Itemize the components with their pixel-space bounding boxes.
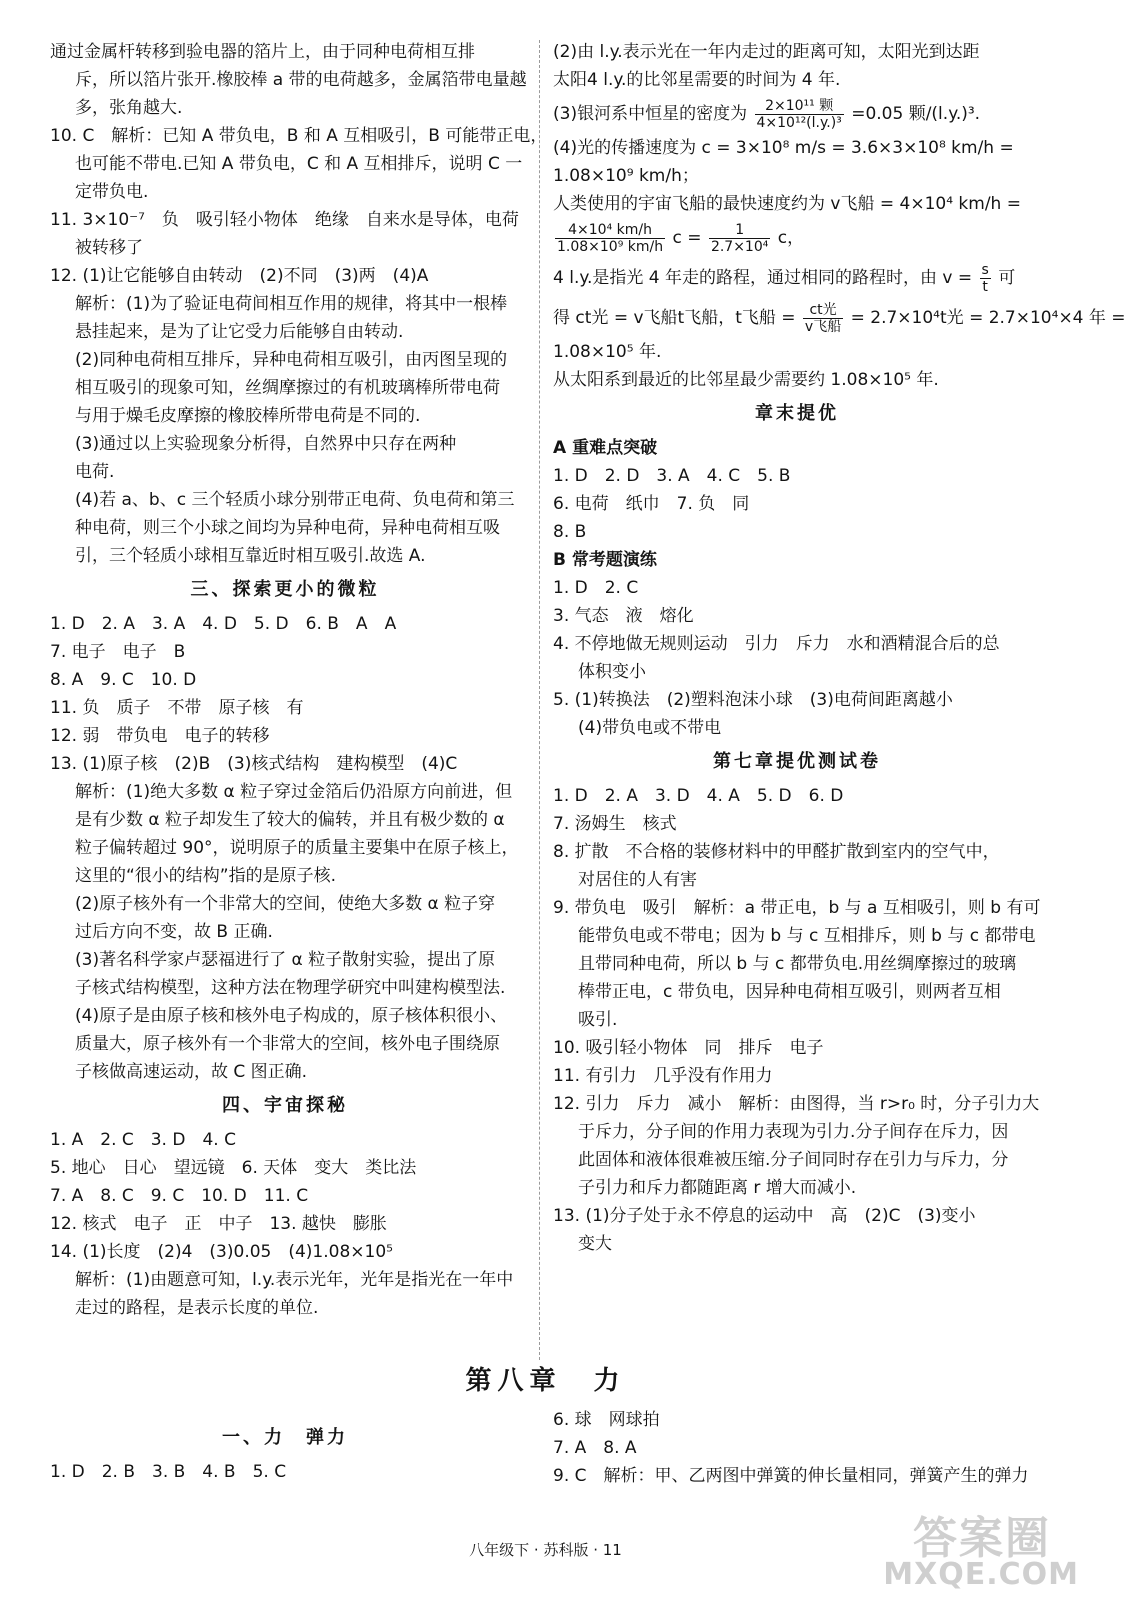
fraction-numerator: 1 [709, 222, 770, 239]
formula-text: 得 ct光 = v飞船t飞船，t飞船 = [553, 308, 796, 328]
answer-line: 也可能不带电.已知 A 带负电，C 和 A 互相排斥，说明 C 一 [75, 154, 523, 174]
answer-line: 12. (1)让它能够自由转动 (2)不同 (3)两 (4)A [50, 266, 429, 286]
watermark-text: 答案圈 [913, 1513, 1051, 1564]
explanation-line: 悬挂起来，是为了让它受力后能够自由转动. [75, 322, 404, 342]
fraction-denominator: 4×10¹²(l.y.)³ [756, 114, 842, 131]
explanation-line: 棒带正电，c 带负电，因异种电荷相互吸引，则两者互相 [578, 982, 1001, 1002]
section-title: 章末提优 [755, 403, 839, 424]
fraction-denominator: 1.08×10⁹ km/h [557, 238, 664, 255]
answer-line: 6. 电荷 纸巾 7. 负 同 [553, 494, 750, 514]
fraction [803, 302, 843, 335]
fraction [555, 222, 665, 255]
fraction-numerator: s [981, 261, 989, 278]
answer-line: 13. (1)原子核 (2)B (3)核式结构 建构模型 (4)C [50, 754, 458, 774]
fraction [980, 262, 991, 295]
answer-line: 12. 核式 电子 正 中子 13. 越快 膨胀 [50, 1214, 387, 1234]
answer-line: 7. A 8. C 9. C 10. D 11. C [50, 1186, 309, 1206]
chapter-title: 第八章 力 [465, 1366, 626, 1396]
explanation-line: 是有少数 α 粒子却发生了较大的偏转，并且有极少数的 α [75, 810, 505, 830]
answer-line: 定带负电. [75, 182, 149, 202]
text-line: 斥，所以箔片张开.橡胶棒 a 带的电荷越多，金属箔带电量越 [75, 70, 527, 90]
answer-line: 11. 负 质子 不带 原子核 有 [50, 698, 304, 718]
fraction [709, 222, 770, 255]
fraction-numerator: ct光 [803, 302, 843, 319]
formula-line [553, 298, 1126, 338]
explanation-line: (2)原子核外有一个非常大的空间，使绝大多数 α 粒子穿 [75, 894, 496, 914]
answer-line: 4. 不停地做无规则运动 引力 斥力 水和酒精混合后的总 [553, 634, 1000, 654]
answer-line: 1. D 2. C [553, 578, 639, 598]
subsection-title: A 重难点突破 [553, 438, 658, 458]
answer-line: 6. 球 网球拍 [553, 1410, 660, 1430]
bottom-left-block [50, 1418, 520, 1486]
answer-line: 被转移了 [75, 238, 143, 258]
answer-line: 13. (1)分子处于永不停息的运动中 高 (2)C (3)变小 [553, 1206, 976, 1226]
text-line: 1.08×10⁵ 年. [553, 342, 662, 362]
answer-line: 11. 3×10⁻⁷ 负 吸引轻小物体 绝缘 自来水是导体，电荷 [50, 210, 519, 230]
text-line: (2)由 l.y.表示光在一年内走过的距离可知，太阳光到达距 [553, 42, 980, 62]
explanation-line: (3)著名科学家卢瑟福进行了 α 粒子散射实验，提出了原 [75, 950, 496, 970]
formula-text: c， [777, 228, 805, 248]
explanation-line: 能带负电或不带电；因为 b 与 c 互相排斥，则 b 与 c 都带电 [578, 926, 1036, 946]
answer-line: 10. C 解析：已知 A 带负电，B 和 A 互相吸引，B 可能带正电， [50, 126, 548, 146]
explanation-line: (2)同种电荷相互排斥，异种电荷相互吸引，由丙图呈现的 [75, 350, 508, 370]
answer-line: 1. D 2. D 3. A 4. C 5. B [553, 466, 791, 486]
explanation-line: 吸引. [578, 1010, 618, 1030]
answer-line: 7. 电子 电子 B [50, 642, 186, 662]
text-line: 人类使用的宇宙飞船的最快速度约为 v飞船 = 4×10⁴ km/h = [553, 194, 1021, 214]
bottom-right-block [553, 1406, 1041, 1490]
section-title: 四、宇宙探秘 [222, 1095, 348, 1116]
answer-line: 10. 吸引轻小物体 同 排斥 电子 [553, 1038, 824, 1058]
explanation-line: 子引力和斥力都随距离 r 增大而减小. [578, 1178, 857, 1198]
answer-line: 体积变小 [578, 662, 646, 682]
answer-line: 12. 引力 斥力 减小 解析：由图得，当 r>r₀ 时，分子引力大 [553, 1094, 1040, 1114]
explanation-line: 粒子偏转超过 90°，说明原子的质量主要集中在原子核上， [75, 838, 519, 858]
explanation-line: 子核做高速运动，故 C 图正确. [75, 1062, 308, 1082]
fraction-numerator: 2×10¹¹ 颗 [755, 98, 844, 115]
fraction-numerator: 4×10⁴ km/h [555, 222, 665, 239]
text-line: 多，张角越大. [75, 98, 183, 118]
explanation-line: 解析：(1)为了验证电荷间相互作用的规律，将其中一根棒 [75, 294, 508, 314]
answer-line: 8. B [553, 522, 587, 542]
answer-line: 12. 弱 带负电 电子的转移 [50, 726, 270, 746]
explanation-line: 种电荷，则三个小球之间均为异种电荷，异种电荷相互吸 [75, 518, 500, 538]
formula-line [553, 218, 1041, 258]
explanation-line: 相互吸引的现象可知，丝绸摩擦过的有机玻璃棒所带电荷 [75, 378, 500, 398]
text-line: (4)光的传播速度为 c = 3×10⁸ m/s = 3.6×3×10⁸ km/h = [553, 138, 1014, 158]
left-column [50, 38, 548, 1322]
answer-line: 8. 扩散 不合格的装修材料中的甲醛扩散到室内的空气中， [553, 842, 1000, 862]
formula-text: 可 [998, 268, 1016, 288]
explanation-line: 解析：(1)绝大多数 α 粒子穿过金箔后仍沿原方向前进，但 [75, 782, 513, 802]
text-line: 从太阳系到最近的比邻星最少需要约 1.08×10⁵ 年. [553, 370, 939, 390]
right-column [553, 38, 1126, 1258]
page-footer: 八年级下 · 苏科版 · 11 [469, 1541, 622, 1559]
explanation-line: 子核式结构模型，这种方法在物理学研究中叫建构模型法. [75, 978, 506, 998]
fraction-denominator: 2.7×10⁴ [710, 238, 769, 255]
explanation-line: (4)原子是由原子核和核外电子构成的，原子核体积很小、 [75, 1006, 508, 1026]
watermark-logo [883, 1502, 1079, 1592]
answer-line: 7. A 8. A [553, 1438, 637, 1458]
explanation-line: 质量大，原子核外有一个非常大的空间，核外电子围绕原 [75, 1034, 500, 1054]
explanation-line: (3)通过以上实验现象分析得，自然界中只存在两种 [75, 434, 457, 454]
answer-line: 1. D 2. A 3. D 4. A 5. D 6. D [553, 786, 844, 806]
formula-text: =0.05 颗/(l.y.)³. [851, 104, 981, 124]
explanation-line: 走过的路程，是表示长度的单位. [75, 1298, 319, 1318]
formula-text: c = [672, 228, 702, 248]
text-line: 1.08×10⁹ km/h； [553, 166, 699, 186]
answer-line: 7. 汤姆生 核式 [553, 814, 677, 834]
answer-line: 对居住的人有害 [578, 870, 697, 890]
answer-line: 5. (1)转换法 (2)塑料泡沫小球 (3)电荷间距离越小 [553, 690, 953, 710]
section-title: 一、力 弹力 [222, 1427, 348, 1448]
fraction [755, 98, 844, 131]
explanation-line: 这里的“很小的结构”指的是原子核. [75, 866, 337, 886]
formula-text: 4 l.y.是指光 4 年走的路程，通过相同的路程时，由 v = [553, 268, 973, 288]
explanation-line: (4)若 a、b、c 三个轻质小球分别带正电荷、负电荷和第三 [75, 490, 515, 510]
text-line: 通过金属杆转移到验电器的箔片上，由于同种电荷相互排 [50, 42, 475, 62]
explanation-line: 与用于燥毛皮摩擦的橡胶棒所带电荷是不同的. [75, 406, 421, 426]
answer-line: 3. 气态 液 熔化 [553, 606, 694, 626]
explanation-line: 电荷. [75, 462, 115, 482]
answer-line: 9. C 解析：甲、乙两图中弹簧的伸长量相同，弹簧产生的弹力 [553, 1466, 1029, 1486]
formula-line [553, 94, 1041, 134]
explanation-line: 此固体和液体很难被压缩.分子间同时存在引力与斥力，分 [578, 1150, 1009, 1170]
answer-line: 1. D 2. A 3. A 4. D 5. D 6. B A A [50, 614, 397, 634]
fraction-denominator: t [982, 278, 988, 295]
answer-line: 14. (1)长度 (2)4 (3)0.05 (4)1.08×10⁵ [50, 1242, 393, 1262]
answer-line: (4)带负电或不带电 [578, 718, 722, 738]
column-divider [539, 40, 540, 1360]
watermark-url: MXQE.COM [883, 1557, 1079, 1592]
answer-line: 5. 地心 日心 望远镜 6. 天体 变大 类比法 [50, 1158, 417, 1178]
formula-text: = 2.7×10⁴t光 = 2.7×10⁴×4 年 = [850, 308, 1126, 328]
section-title: 三、探索更小的微粒 [190, 579, 380, 600]
explanation-line: 且带同种电荷，所以 b 与 c 都带负电.用丝绸摩擦过的玻璃 [578, 954, 1017, 974]
answer-line: 11. 有引力 几乎没有作用力 [553, 1066, 773, 1086]
answer-line: 1. A 2. C 3. D 4. C [50, 1130, 236, 1150]
text-line: 太阳4 l.y.的比邻星需要的时间为 4 年. [553, 70, 841, 90]
subsection-title: B 常考题演练 [553, 550, 657, 570]
explanation-line: 过后方向不变，故 B 正确. [75, 922, 273, 942]
answer-line: 8. A 9. C 10. D [50, 670, 197, 690]
answer-line: 9. 带负电 吸引 解析：a 带正电，b 与 a 互相吸引，则 b 有可 [553, 898, 1041, 918]
fraction-denominator: v飞船 [804, 318, 842, 335]
explanation-line: 解析：(1)由题意可知，l.y.表示光年，光年是指光在一年中 [75, 1270, 514, 1290]
answer-line: 变大 [578, 1234, 612, 1254]
explanation-line: 引，三个轻质小球相互靠近时相互吸引.故选 A. [75, 546, 426, 566]
formula-line [553, 258, 1041, 298]
section-title: 第七章提优测试卷 [713, 751, 881, 772]
formula-text: (3)银河系中恒星的密度为 [553, 104, 748, 124]
answer-line: 1. D 2. B 3. B 4. B 5. C [50, 1462, 287, 1482]
explanation-line: 于斥力，分子间的作用力表现为引力.分子间存在斥力，因 [578, 1122, 1009, 1142]
